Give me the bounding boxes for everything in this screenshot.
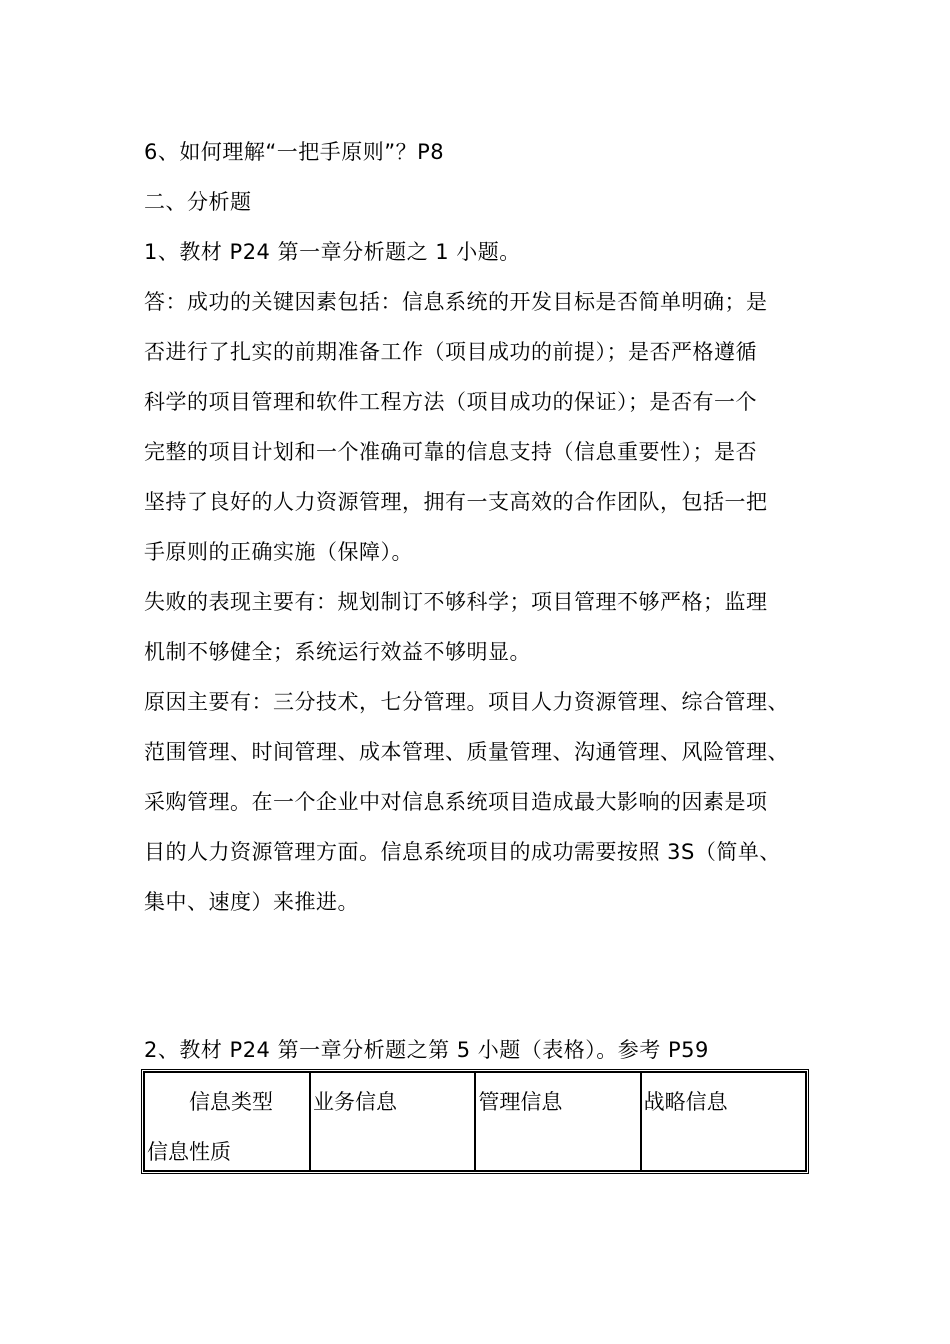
answer-line: 完整的项目计划和一个准确可靠的信息支持（信息重要性）；是否 — [144, 440, 757, 464]
table-row — [144, 1072, 806, 1171]
column-header-cell — [641, 1072, 806, 1171]
column-header-cell — [475, 1072, 640, 1171]
column-header-cell — [310, 1072, 475, 1171]
failure-line: 机制不够健全；系统运行效益不够明显。 — [144, 640, 531, 664]
column-header-strategy: 战略信息 — [643, 1090, 728, 1114]
reason-line: 集中、速度）来推进。 — [144, 890, 359, 914]
column-header-business: 业务信息 — [313, 1090, 397, 1114]
section-heading-analysis: 二、分析题 — [144, 190, 252, 214]
corner-header-nature: 信息性质 — [147, 1140, 231, 1164]
question-1: 1、教材 P24 第一章分析题之 1 小题。 — [144, 240, 521, 264]
question-2: 2、教材 P24 第一章分析题之第 5 小题（表格）。参考 P59 — [144, 1038, 709, 1062]
answer-line: 手原则的正确实施（保障）。 — [144, 540, 413, 564]
failure-line: 失败的表现主要有：规划制订不够科学；项目管理不够严格；监理 — [144, 590, 768, 614]
reason-line: 范围管理、时间管理、成本管理、质量管理、沟通管理、风险管理、 — [144, 740, 789, 764]
answer-line: 坚持了良好的人力资源管理，拥有一支高效的合作团队，包括一把 — [144, 490, 768, 514]
reason-line: 采购管理。在一个企业中对信息系统项目造成最大影响的因素是项 — [144, 790, 768, 814]
answer-line: 科学的项目管理和软件工程方法（项目成功的保证）；是否有一个 — [144, 390, 757, 414]
question-6: 6、如何理解“一把手原则”？P8 — [144, 140, 445, 164]
corner-header-cell — [144, 1072, 310, 1171]
answer-line: 否进行了扎实的前期准备工作（项目成功的前提）；是否严格遵循 — [144, 340, 757, 364]
answer-line: 答：成功的关键因素包括：信息系统的开发目标是否简单明确；是 — [144, 290, 768, 314]
corner-header-type: 信息类型 — [189, 1090, 273, 1114]
reason-line: 原因主要有：三分技术，七分管理。项目人力资源管理、综合管理、 — [144, 690, 789, 714]
info-type-table — [141, 1069, 809, 1174]
info-table — [141, 1069, 809, 1174]
column-header-management: 管理信息 — [478, 1090, 563, 1114]
reason-line: 目的人力资源管理方面。信息系统项目的成功需要按照 3S（简单、 — [144, 840, 781, 864]
